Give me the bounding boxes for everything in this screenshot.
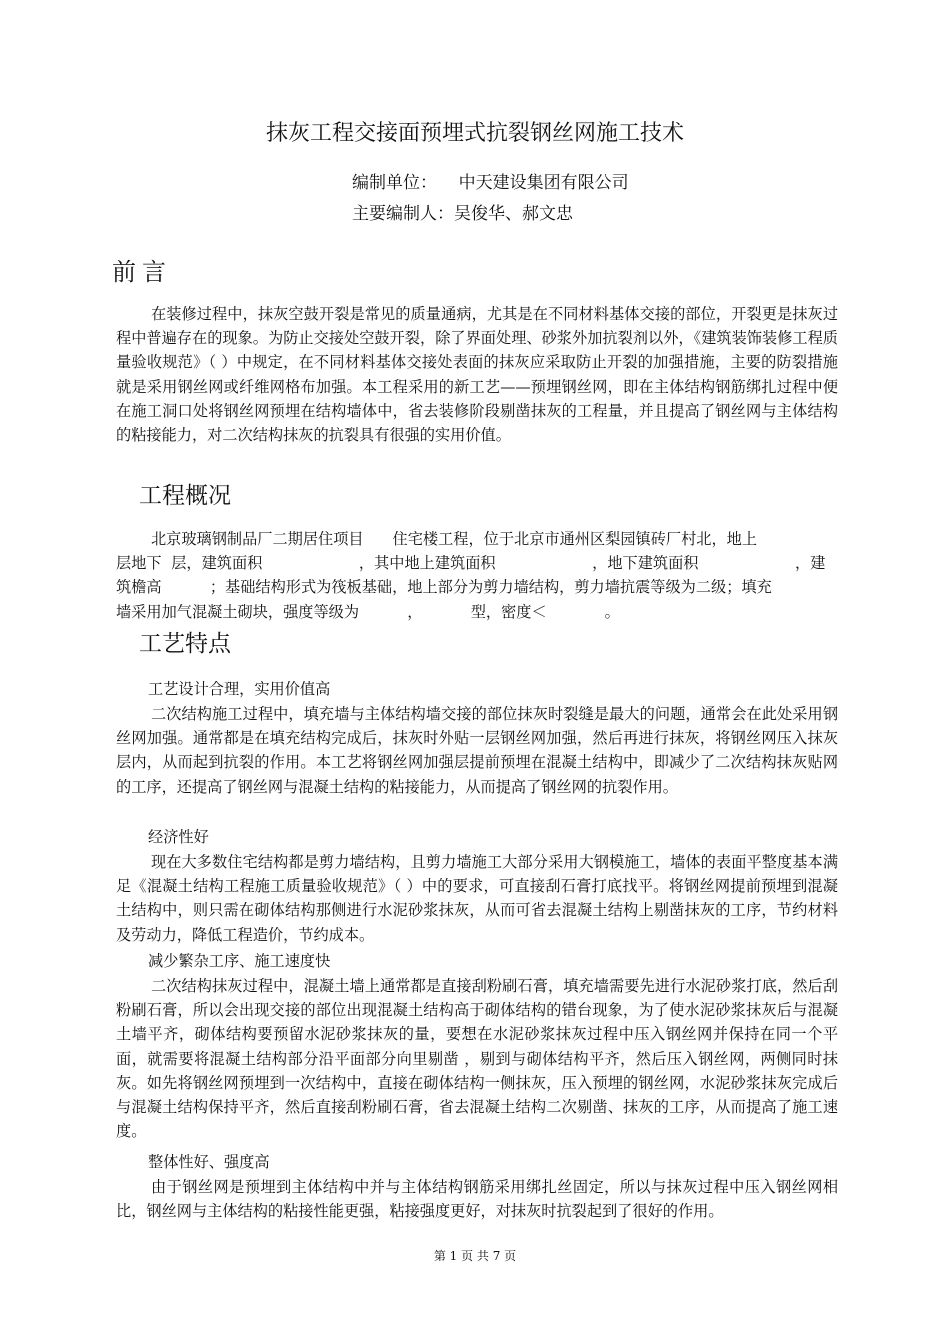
document-title: 抹灰工程交接面预埋式抗裂钢丝网施工技术: [265, 121, 684, 146]
compiling-unit: 编制单位： 中天建设集团有限公司: [352, 173, 629, 193]
feature-3-section: [116, 974, 838, 1143]
feature-2-section: [116, 850, 838, 947]
overview-line-1: 北京玻璃钢制品厂二期居住项目 住宅楼工程，位于北京市通州区梨园镇砖厂村北，地上: [150, 530, 758, 548]
overview-section: [116, 527, 838, 624]
feature-3-text: 二次结构抹灰过程中，混凝土墙上通常都是直接刮粉刷石膏，填充墙需要先进行水泥砂浆打底，然后刮粉刷石膏，所以会出现交接的部位出现混凝土结构高于砌体结构的错台现象，为了使水泥砂浆抹灰后与混凝土墙平齐，砌体结构要预留水泥砂浆抹灰的量，要想在水泥砂浆抹灰过程中压入钢丝网并保持在同一个平面，就需要将混凝土结构部分沿平面部分向里剔凿 ，剔到与砌体结构平齐，然后压入钢丝网，两侧同时抹灰。如先将钢丝网预埋到一次结构中，直接在砌体结构一侧抹灰，压入预埋的钢丝网，水泥砂浆抹灰完成后与混凝土结构保持平齐，然后直接刮粉刷石膏，省去混凝土结构二次剔凿、抹灰的工序，从而提高了施工速度。: [116, 977, 838, 1141]
preface-heading: 前言: [112, 258, 172, 286]
preface-section: [116, 302, 838, 447]
page-footer: 第 1 页 共 7 页: [433, 1249, 517, 1263]
feature-4-section: [116, 1175, 838, 1223]
overview-line-3: 筑檐高 ；基础结构形式为筏板基础，地上部分为剪力墙结构，剪力墙抗震等级为二级；填充: [116, 578, 772, 597]
feature-3-title: 减少繁杂工序、施工速度快: [148, 952, 331, 970]
features-heading: 工艺特点: [139, 631, 231, 657]
feature-1-text: 二次结构施工过程中，填充墙与主体结构墙交接的部位抹灰时裂缝是最大的问题，通常会在此处采用钢丝网加强。通常都是在填充结构完成后，抹灰时外贴一层钢丝网加强，然后再进行抹灰，将钢丝网压入抹灰层内，从而起到抗裂的作用。本工艺将钢丝网加强层提前预埋在混凝土结构中，即减少了二次结构抹灰贴网的工序，还提高了钢丝网与混凝土结构的粘接能力，从而提高了钢丝网的抗裂作用。: [116, 705, 838, 796]
main-authors: 主要编制人：吴俊华、郝文忠: [352, 204, 573, 224]
feature-2-text: 现在大多数住宅结构都是剪力墙结构，且剪力墙施工大部分采用大钢模施工，墙体的表面平整度基本满足《混凝土结构工程施工质量验收规范》（ ）中的要求，可直接刮石膏打底找平。将钢丝网提前预埋到混凝土结构中，则只需在砌体结构那侧进行水泥砂浆抹灰，从而可省去混凝土结构上剔凿抹灰的工序，节约材料及劳动力，降低工程造价，节约成本。: [116, 853, 838, 944]
feature-4-title: 整体性好、强度高: [148, 1153, 270, 1171]
feature-2-title: 经济性好: [148, 828, 209, 846]
feature-1-title: 工艺设计合理，实用价值高: [148, 680, 331, 698]
preface-paragraph: 在装修过程中，抹灰空鼓开裂是常见的质量通病，尤其是在不同材料基体交接的部位，开裂更是抹灰过程中普遍存在的现象。为防止交接处空鼓开裂，除了界面处理、砂浆外加抗裂剂以外，《建筑装饰装修工程质量验收规范》（ ）中规定，在不同材料基体交接处表面的抹灰应采取防止开裂的加强措施，主要的防裂措施就是采用钢丝网或纤维网格布加强。本工程采用的新工艺——预埋钢丝网，即在主体结构钢筋绑扎过程中便在施工洞口处将钢丝网预埋在结构墙体中，省去装修阶段剔凿抹灰的工程量，并且提高了钢丝网与主体结构的粘接能力，对二次结构抹灰的抗裂具有很强的实用价值。: [116, 305, 838, 445]
overview-heading: 工程概况: [139, 483, 231, 509]
overview-line-4: 墙采用加气混凝土砌块，强度等级为 ， 型，密度＜ 。: [116, 602, 620, 621]
overview-line-2: 层地下 层，建筑面积 ，其中地上建筑面积 ，地下建筑面积 ，建: [116, 554, 826, 573]
feature-1-section: [116, 702, 838, 799]
feature-4-text: 由于钢丝网是预埋到主体结构中并与主体结构钢筋采用绑扎丝固定，所以与抹灰过程中压入钢丝网相比，钢丝网与主体结构的粘接性能更强，粘接强度更好，对抹灰时抗裂起到了很好的作用。: [116, 1178, 838, 1221]
